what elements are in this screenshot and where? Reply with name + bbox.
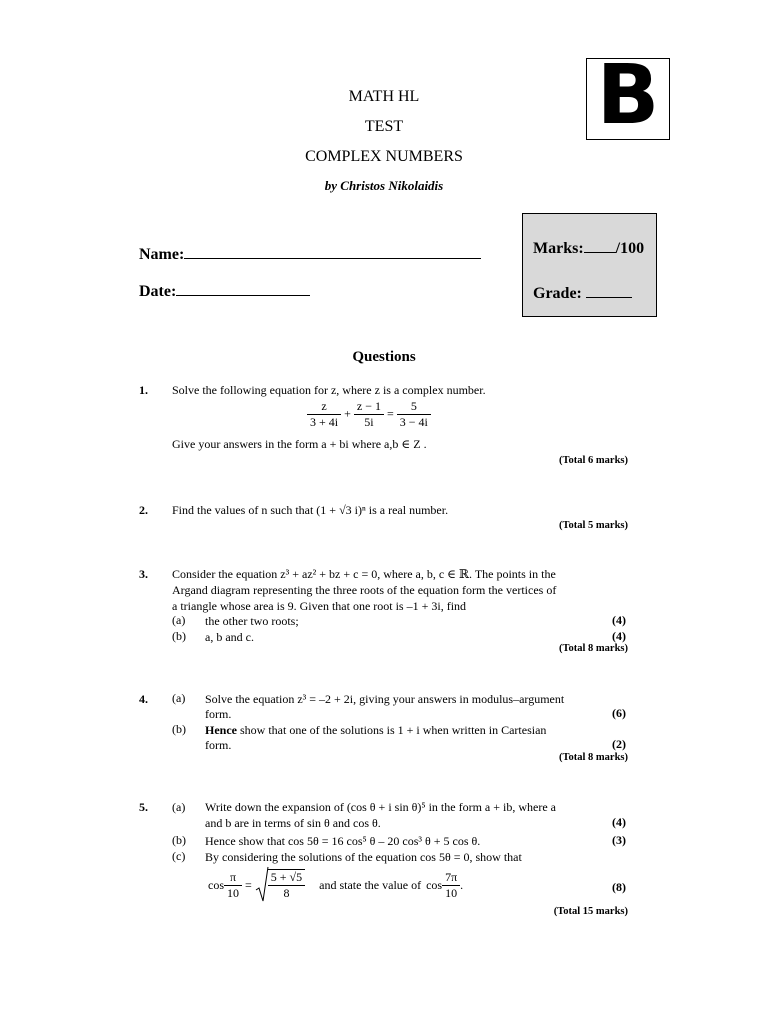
marks-label: Marks:	[533, 240, 584, 257]
question-2-text: Find the values of n such that (1 + √3 i)ⁿ is a real number.	[172, 503, 449, 517]
radical-sign-icon	[255, 866, 269, 904]
date-field	[139, 281, 310, 301]
question-4-total: (Total 8 marks)	[558, 752, 628, 763]
marks-blank-line	[584, 238, 616, 253]
radicand-fraction: $\frac{5 + √5}{8}$	[268, 869, 305, 901]
question-1-intro: Solve the following equation for z, where z is a complex number.	[172, 383, 486, 397]
seven-pi-over-10-fraction: $\frac{7\pi}{10}$	[442, 870, 460, 901]
name-field	[139, 244, 481, 264]
question-3-total: (Total 8 marks)	[558, 643, 628, 654]
question-5c-marks: (8)	[612, 880, 626, 894]
question-1-equation: $\frac{z}{3 + 4i}$ + $\frac{z - 1}{5i}$ = $\frac{5}{3 - 4i}$	[307, 399, 431, 430]
question-2-total: (Total 5 marks)	[558, 520, 628, 531]
question-3a-label: (a)	[172, 613, 186, 627]
question-5b-line-1: Hence show that cos 5θ = 16 cos⁵ θ – 20 cos³ θ + 5 cos θ.	[205, 834, 481, 848]
question-4-number: 4.	[139, 692, 148, 706]
test-topic: COMPLEX NUMBERS	[305, 148, 463, 165]
question-4b-marks: (2)	[612, 737, 626, 751]
question-3-line-1: Consider the equation z³ + az² + bz + c = 0, where a, b, c ∈ ℝ. The points in the	[172, 567, 556, 581]
grade-blank-line	[586, 283, 632, 298]
question-5-number: 5.	[139, 800, 148, 814]
question-4b-line-2: form.	[205, 738, 232, 752]
question-3-number: 3.	[139, 567, 148, 581]
question-4a-marks: (6)	[612, 706, 626, 720]
fraction-1: $\frac{z}{3 + 4i}$	[307, 399, 341, 430]
question-3-line-2: Argand diagram representing the three roots of the equation form the vertices of	[172, 583, 557, 597]
question-5a-label: (a)	[172, 800, 186, 814]
author-line: by Christos Nikolaidis	[324, 178, 444, 193]
question-5b-marks: (3)	[612, 833, 626, 847]
questions-heading: Questions	[352, 349, 416, 365]
question-3b-text: a, b and c.	[205, 630, 254, 644]
fraction-2: $\frac{z - 1}{5i}$	[354, 399, 384, 430]
question-3a-marks: (4)	[612, 613, 626, 627]
question-2-number: 2.	[139, 503, 148, 517]
question-5c-label: (c)	[172, 849, 186, 863]
question-4a-line-2: form.	[205, 707, 232, 721]
pi-over-10-fraction: $\frac{\pi}{10}$	[224, 870, 242, 901]
question-5a-marks: (4)	[612, 815, 626, 829]
test-title: MATH HL	[348, 88, 420, 105]
question-4a-line-1: Solve the equation z³ = –2 + 2i, giving your answers in modulus–argument	[205, 692, 565, 706]
question-1-total: (Total 6 marks)	[558, 455, 628, 466]
question-4b-line-1: Hence show that one of the solutions is 1 + i when written in Cartesian	[205, 723, 547, 737]
question-5a-line-1: Write down the expansion of (cos θ + i sin θ)⁵ in the form a + ib, where a	[205, 800, 556, 814]
version-letter: B	[596, 48, 660, 143]
test-subtitle: TEST	[364, 118, 404, 135]
question-5a-line-2: and b are in terms of sin θ and cos θ.	[205, 816, 381, 830]
name-label: Name:	[139, 246, 185, 263]
grade-row	[533, 283, 632, 303]
question-3b-label: (b)	[172, 629, 186, 643]
date-label: Date:	[139, 283, 177, 300]
question-5c-formula: cos $\frac{\pi}{10}$ = $\frac{5 + √5}{8}$ and state the value of cos $\frac{7\pi}{10}$ .	[208, 866, 463, 904]
marks-total: /100	[615, 240, 645, 257]
date-blank-line	[176, 281, 310, 296]
question-3a-text: the other two roots;	[205, 614, 299, 628]
version-letter-box	[586, 48, 670, 143]
question-5b-label: (b)	[172, 833, 186, 847]
fraction-3: $\frac{5}{3 - 4i}$	[397, 399, 431, 430]
question-1-number: 1.	[139, 383, 148, 397]
question-4b-label: (b)	[172, 722, 186, 736]
question-3-line-3: a triangle whose area is 9. Given that one root is –1 + 3i, find	[172, 599, 467, 613]
question-1-outro: Give your answers in the form a + bi where a,b ∈ Z .	[172, 437, 427, 451]
question-5c-line-1: By considering the solutions of the equation cos 5θ = 0, show that	[205, 850, 522, 864]
question-4a-label: (a)	[172, 691, 186, 705]
name-blank-line	[184, 244, 481, 259]
question-3b-marks: (4)	[612, 629, 626, 643]
question-5-total: (Total 15 marks)	[553, 906, 628, 917]
grade-label: Grade:	[533, 285, 582, 302]
marks-row	[533, 238, 644, 258]
marks-grade-box	[522, 213, 657, 317]
